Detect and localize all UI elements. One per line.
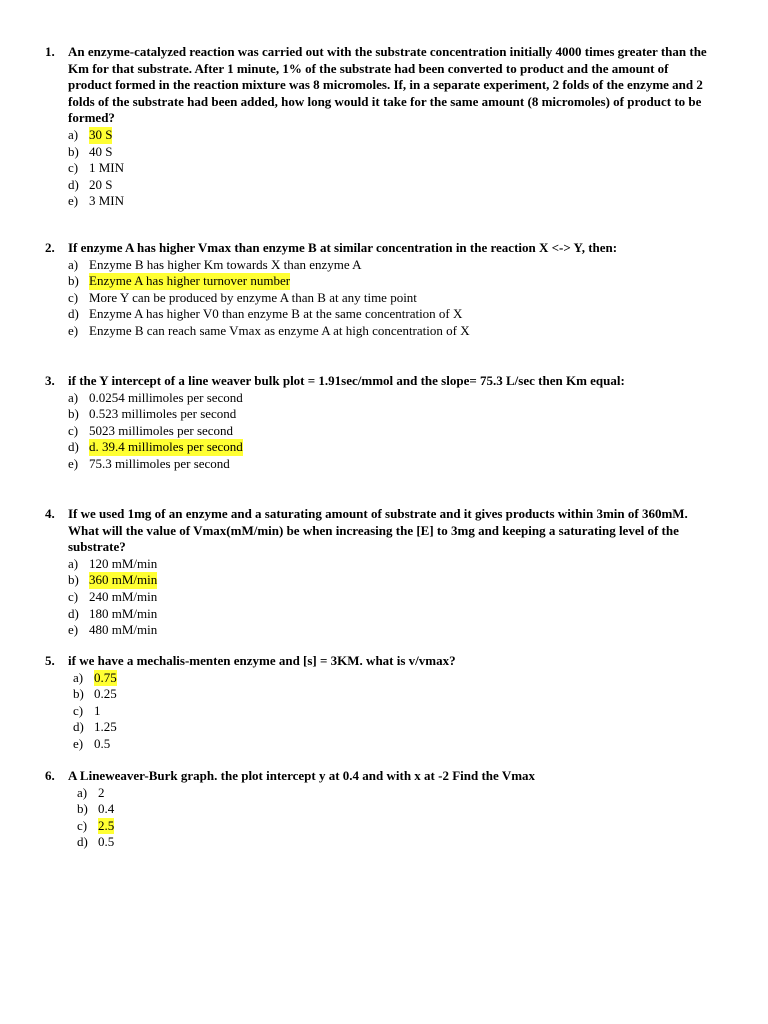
option-letter: c) (68, 160, 79, 176)
option-letter: a) (68, 555, 79, 571)
answer-option (68, 589, 707, 606)
option-text: 0.5 (98, 834, 115, 850)
option-letter: a) (68, 256, 79, 272)
option-text: 240 mM/min (89, 588, 158, 604)
option-text: 0.5 (94, 735, 111, 751)
answer-options (68, 390, 707, 473)
answer-option (68, 556, 707, 573)
option-letter: a) (77, 784, 88, 800)
answer-options (68, 556, 707, 639)
question-text: An enzyme-catalyzed reaction was carried out with the substrate concentration initially 4000 times greater than the Km for that substrate. After 1 minute, 1% of the substrate had been converted to product and the amount of product formed in the reaction mixture was 8 micromoles. If, in a separate experiment, 2 folds of the enzyme and 2 folds of the substrate had been added, how long would it take for the same amount (8 micromoles) of product to be formed? (68, 44, 707, 126)
answer-option (68, 423, 707, 440)
option-text: 1 MIN (89, 160, 125, 176)
answer-option (68, 390, 707, 407)
option-text: 2 (98, 784, 105, 800)
option-text: 1.25 (94, 719, 117, 735)
answer-option (68, 323, 707, 340)
option-letter: d) (73, 719, 84, 735)
question-number: 1. (45, 44, 55, 59)
option-text: 1 (94, 702, 101, 718)
answer-options (77, 785, 707, 851)
option-text: 20 S (89, 176, 113, 192)
answer-option (77, 801, 707, 818)
option-letter: b) (73, 686, 84, 702)
question-number: 2. (45, 240, 55, 255)
question-4 (45, 506, 707, 639)
option-letter: e) (68, 193, 79, 209)
option-text-highlighted: 2.5 (98, 817, 115, 833)
question-text: If enzyme A has higher Vmax than enzyme B at similar concentration in the reaction X <-> Y, then: (68, 240, 618, 255)
answer-option (77, 785, 707, 802)
question-number: 3. (45, 373, 55, 388)
option-letter: b) (68, 143, 79, 159)
option-letter: c) (68, 289, 79, 305)
question-text: if the Y intercept of a line weaver bulk plot = 1.91sec/mmol and the slope= 75.3 L/sec then Km equal: (68, 373, 625, 388)
option-text-highlighted: 360 mM/min (89, 572, 158, 588)
option-letter: d) (68, 176, 79, 192)
answer-option (68, 456, 707, 473)
answer-options (73, 670, 707, 753)
answer-option (68, 439, 707, 456)
option-text: Enzyme B has higher Km towards X than enzyme A (89, 256, 362, 272)
option-letter: b) (68, 406, 79, 422)
question-number: 6. (45, 768, 55, 783)
option-text: 3 MIN (89, 193, 125, 209)
question-6 (45, 768, 707, 851)
answer-option (68, 572, 707, 589)
answer-option (73, 686, 707, 703)
option-letter: c) (77, 817, 88, 833)
option-letter: d) (68, 306, 79, 322)
option-text-highlighted: Enzyme A has higher turnover number (89, 273, 291, 289)
answer-option (68, 127, 707, 144)
option-text: 0.25 (94, 686, 117, 702)
option-text: Enzyme B can reach same Vmax as enzyme A at high concentration of X (89, 322, 470, 338)
question-text: if we have a mechalis-menten enzyme and [s] = 3KM. what is v/vmax? (68, 653, 456, 668)
option-text: 5023 millimoles per second (89, 422, 234, 438)
question-text: If we used 1mg of an enzyme and a saturating amount of substrate and it gives products within 3min of 360mM. What will the value of Vmax(mM/min) be when increasing the [E] to 3mg and keeping a saturating level of the substrate? (68, 506, 688, 555)
question-text: A Lineweaver-Burk graph. the plot intercept y at 0.4 and with x at -2 Find the Vmax (68, 768, 536, 783)
option-letter: b) (77, 801, 88, 817)
option-text: 0.0254 millimoles per second (89, 389, 243, 405)
answer-option (73, 719, 707, 736)
answer-options (68, 127, 707, 210)
answer-option (68, 193, 707, 210)
answer-option (68, 177, 707, 194)
option-letter: b) (68, 572, 79, 588)
option-letter: a) (68, 126, 79, 142)
option-text: More Y can be produced by enzyme A than B at any time point (89, 289, 417, 305)
option-letter: d) (77, 834, 88, 850)
option-letter: c) (68, 422, 79, 438)
option-text: 180 mM/min (89, 605, 158, 621)
option-letter: e) (68, 322, 79, 338)
option-letter: a) (73, 669, 84, 685)
option-letter: c) (68, 588, 79, 604)
option-text: 120 mM/min (89, 555, 158, 571)
option-text: 480 mM/min (89, 622, 158, 638)
option-text: 0.523 millimoles per second (89, 406, 237, 422)
option-letter: d) (68, 439, 79, 455)
question-3 (45, 373, 707, 473)
answer-options (68, 257, 707, 340)
answer-option (68, 144, 707, 161)
option-text-highlighted: 30 S (89, 126, 113, 142)
option-letter: b) (68, 273, 79, 289)
option-letter: c) (73, 702, 84, 718)
question-1 (45, 44, 707, 210)
answer-option (77, 834, 707, 851)
answer-option (68, 290, 707, 307)
option-letter: a) (68, 389, 79, 405)
answer-option (68, 273, 707, 290)
question-number: 5. (45, 653, 55, 668)
answer-option (68, 606, 707, 623)
answer-option (73, 703, 707, 720)
question-number: 4. (45, 506, 55, 521)
question-2 (45, 240, 707, 340)
question-5 (45, 653, 707, 753)
answer-option (68, 160, 707, 177)
answer-option (73, 736, 707, 753)
answer-option (68, 257, 707, 274)
answer-option (77, 818, 707, 835)
option-letter: e) (68, 622, 79, 638)
option-text-highlighted: d. 39.4 millimoles per second (89, 439, 243, 455)
option-text: 0.4 (98, 801, 115, 817)
answer-option (68, 406, 707, 423)
option-text: 40 S (89, 143, 113, 159)
option-text-highlighted: 0.75 (94, 669, 117, 685)
answer-option (68, 622, 707, 639)
option-letter: d) (68, 605, 79, 621)
option-letter: e) (68, 455, 79, 471)
answer-option (73, 670, 707, 687)
option-text: 75.3 millimoles per second (89, 455, 230, 471)
option-text: Enzyme A has higher V0 than enzyme B at the same concentration of X (89, 306, 463, 322)
option-letter: e) (73, 735, 84, 751)
answer-option (68, 306, 707, 323)
